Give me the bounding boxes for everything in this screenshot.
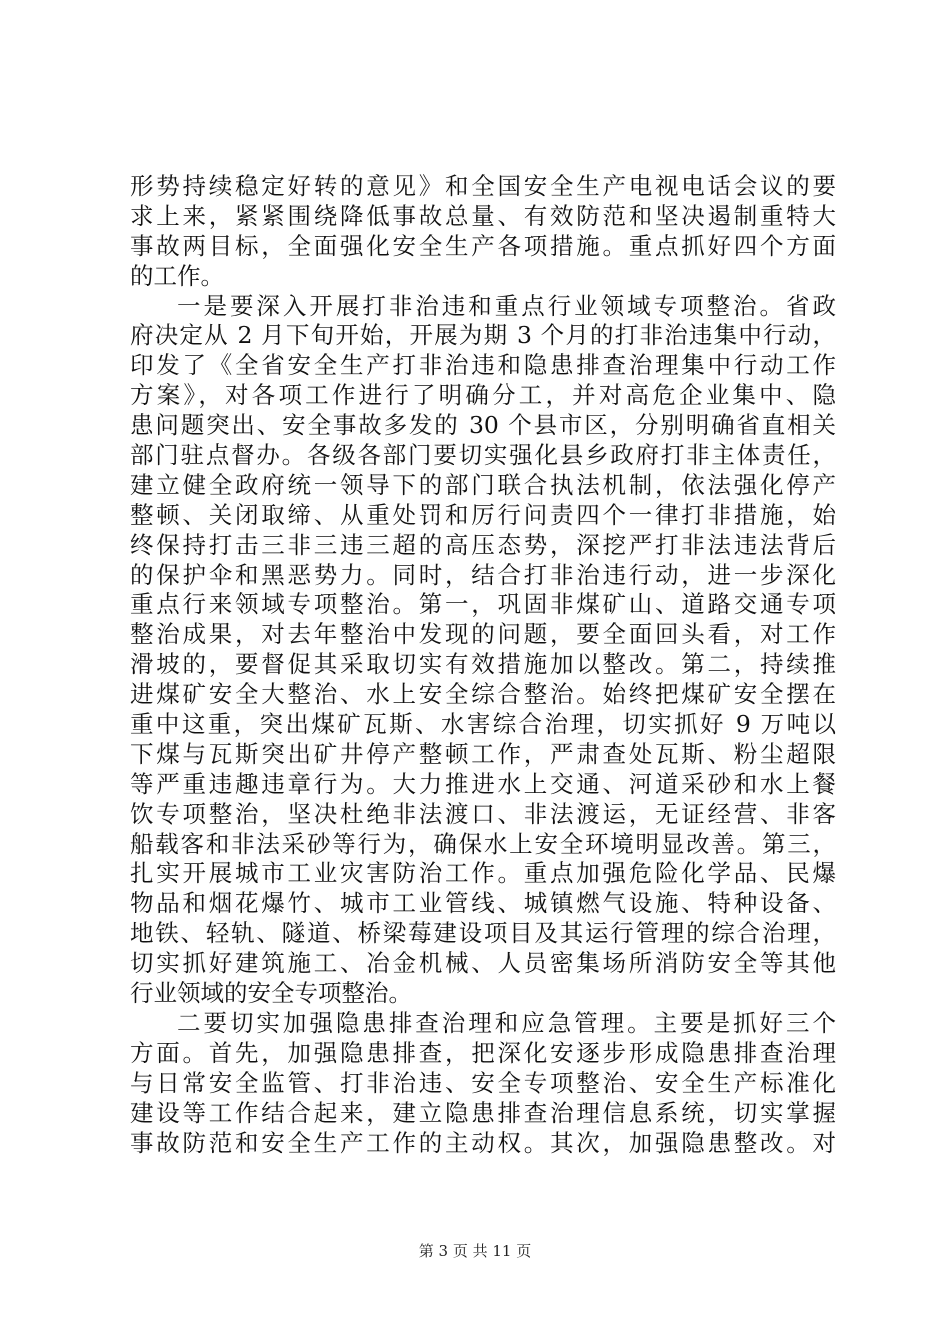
text-line: 地铁、轻轨、隧道、桥梁莓建设项目及其运行管理的综合治理，: [130, 919, 836, 948]
text-line: 一是要深入开展打非治违和重点行业领域专项整治。省政: [177, 291, 836, 320]
text-line: 滑坡的，要督促其采取切实有效措施加以整改。第二，持续推: [130, 650, 836, 679]
text-line: 患问题突出、安全事故多发的 30 个县市区，分别明确省直相关: [130, 411, 836, 440]
text-line: 船载客和非法采砂等行为，确保水上安全环境明显改善。第三，: [130, 829, 836, 858]
text-line: 府决定从 2 月下旬开始，开展为期 3 个月的打非治违集中行动，: [130, 321, 836, 350]
text-line: 事故两目标，全面强化安全生产各项措施。重点抓好四个方面: [130, 231, 836, 260]
text-line: 二要切实加强隐患排查治理和应急管理。主要是抓好三个: [177, 1008, 836, 1037]
text-line: 进煤矿安全大整治、水上安全综合整治。始终把煤矿安全摆在: [130, 680, 836, 709]
text-line: 终保持打击三非三违三超的高压态势，深挖严打非法违法背后: [130, 530, 836, 559]
text-line: 下煤与瓦斯突出矿井停产整顿工作，严肃查处瓦斯、粉尘超限: [130, 739, 836, 768]
text-line: 重点行来领域专项整治。第一，巩固非煤矿山、道路交通专项: [130, 590, 836, 619]
text-line: 印发了《全省安全生产打非治违和隐患排查治理集中行动工作: [130, 351, 836, 380]
text-line: 事故防范和安全生产工作的主动权。其次，加强隐患整改。对: [130, 1128, 836, 1157]
text-line: 扎实开展城市工业灾害防治工作。重点加强危险化学品、民爆: [130, 859, 836, 888]
text-line: 与日常安全监管、打非治违、安全专项整治、安全生产标准化: [130, 1068, 836, 1097]
page-footer: 第 3 页 共 11 页: [418, 1242, 532, 1260]
text-line: 行业领域的安全专项整治。: [130, 979, 412, 1008]
text-line: 重中这重，突出煤矿瓦斯、水害综合治理，切实抓好 9 万吨以: [130, 710, 836, 739]
text-line: 建设等工作结合起来，建立隐患排查治理信息系统，切实掌握: [130, 1098, 836, 1127]
document-body: [130, 172, 836, 1158]
text-line: 切实抓好建筑施工、冶金机械、人员密集场所消防安全等其他: [130, 949, 836, 978]
text-line: 整治成果，对去年整治中发现的问题，要全面回头看，对工作: [130, 620, 836, 649]
text-line: 的工作。: [130, 261, 224, 290]
text-line: 求上来，紧紧围绕降低事故总量、有效防范和坚决遏制重特大: [130, 201, 836, 230]
text-line: 物品和烟花爆竹、城市工业管线、城镇燃气设施、特种设备、: [130, 889, 836, 918]
text-line: 等严重违趣违章行为。大力推进水上交通、河道采砂和水上餐: [130, 769, 836, 798]
text-line: 形势持续稳定好转的意见》和全国安全生产电视电话会议的要: [130, 172, 836, 200]
text-line: 建立健全政府统一领导下的部门联合执法机制，依法强化停产: [130, 470, 836, 499]
text-line: 方案》，对各项工作进行了明确分工，并对高危企业集中、隐: [130, 381, 836, 410]
text-line: 方面。首先，加强隐患排查，把深化安逐步形成隐患排查治理: [130, 1038, 836, 1067]
text-line: 部门驻点督办。各级各部门要切实强化县乡政府打非主体责任，: [130, 441, 836, 470]
text-line: 饮专项整治，坚决杜绝非法渡口、非法渡运，无证经营、非客: [130, 799, 836, 828]
text-line: 的保护伞和黑恶势力。同时，结合打非治违行动，进一步深化: [130, 560, 836, 589]
text-line: 整顿、关闭取缔、从重处罚和厉行问责四个一律打非措施，始: [130, 500, 836, 529]
